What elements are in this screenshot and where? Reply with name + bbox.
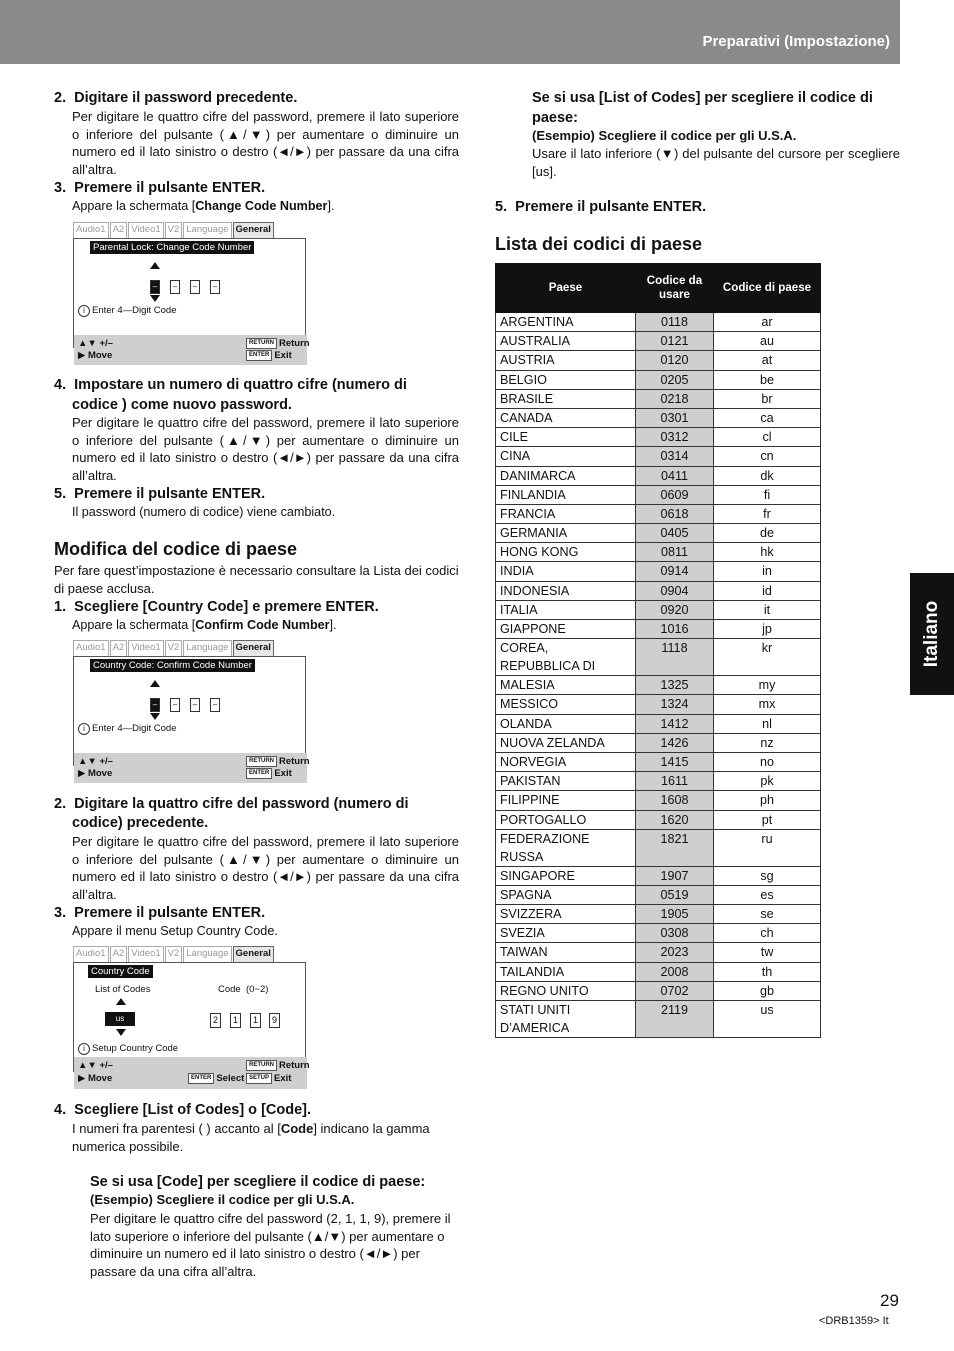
screen-info: i Setup Country Code [78, 1043, 178, 1055]
section-title-country: Modifica del codice di paese [54, 539, 298, 559]
country-intro: Per fare quest’impostazione è necessario consultare la Lista dei codici di paese acclusa. [54, 563, 459, 596]
screen-title: Country Code [88, 965, 153, 978]
country-code-cell: ph [714, 791, 821, 810]
table-row [496, 639, 821, 676]
up-arrow-icon [150, 680, 160, 687]
screen-info: i Enter 4—Digit Code [78, 723, 176, 735]
country-name-cell: AUSTRALIA [496, 332, 636, 351]
country-code-cell: pt [714, 810, 821, 829]
step-2-text: Per digitare le quattro cifre del password, premere il lato superiore o inferiore del pulsante (▲/▼) per aumentare o diminuire un numero ed il lato sinistro o destro (◄/►) per passare da una cifra all’altra. [72, 109, 459, 177]
code-to-use-cell: 0811 [636, 543, 714, 562]
header-code-to-use: Codice da usare [636, 264, 714, 313]
footer-adjust: ▲▼ +/– [78, 756, 113, 767]
country-code-cell: tw [714, 943, 821, 962]
code-to-use-cell: 1118 [636, 639, 714, 676]
country-code-cell: jp [714, 620, 821, 639]
code-label: Code (0~2) [218, 984, 269, 995]
country-name-cell: ARGENTINA [496, 313, 636, 332]
code-digit-1: 2 [210, 1013, 221, 1028]
footer-adjust: ▲▼ +/– [78, 1060, 113, 1071]
footer-move: ▶ Move [78, 1073, 113, 1084]
country-name-cell: STATI UNITI D’AMERICA [496, 1001, 636, 1038]
code-to-use-cell: 1412 [636, 714, 714, 733]
table-row [496, 600, 821, 619]
country-code-cell: be [714, 370, 821, 389]
country-name-cell: BRASILE [496, 389, 636, 408]
step-3-title: 3. Premere il pulsante ENTER. [54, 180, 266, 196]
country-code-cell: pk [714, 772, 821, 791]
code-to-use-cell: 1608 [636, 791, 714, 810]
country-name-cell: DANIMARCA [496, 466, 636, 485]
tab-language: Language [183, 222, 231, 238]
country-code-cell: es [714, 885, 821, 904]
tab-general: General [233, 222, 274, 238]
country-code-table [495, 263, 821, 1038]
code-to-use-cell: 0308 [636, 924, 714, 943]
country-step-3-text: Appare il menu Setup Country Code. [72, 924, 278, 938]
country-name-cell: NUOVA ZELANDA [496, 733, 636, 752]
country-step-1-text: Appare la schermata [Confirm Code Number]. [72, 618, 337, 632]
code-to-use-cell: 0618 [636, 504, 714, 523]
code-to-use-cell: 1905 [636, 905, 714, 924]
code-to-use-cell: 1426 [636, 733, 714, 752]
code-to-use-cell: 0904 [636, 581, 714, 600]
header-title: Preparativi (Impostazione) [702, 33, 890, 50]
step-5-text: Il password (numero di codice) viene cambiato. [72, 505, 336, 519]
country-code-cell: us [714, 1001, 821, 1038]
table-row [496, 524, 821, 543]
screen-tabs [73, 222, 275, 238]
country-code-cell: dk [714, 466, 821, 485]
country-name-cell: INDONESIA [496, 581, 636, 600]
screen-info: i Enter 4—Digit Code [78, 305, 176, 317]
table-row [496, 733, 821, 752]
table-row [496, 885, 821, 904]
tab-audio1: Audio1 [73, 946, 109, 962]
code-to-use-cell: 1620 [636, 810, 714, 829]
code-method-heading: Se si usa [Code] per scegliere il codice di paese: [90, 1174, 426, 1190]
code-method-text: Per digitare le quattro cifre del password (2, 1, 1, 9), premere il lato superiore o inferiore del pulsante (▲/▼) per aumentare o diminuire un numero ed il lato sinistro o destro (◄/►) per passare da una cifra all’altra. [90, 1211, 451, 1279]
table-row [496, 351, 821, 370]
code-to-use-cell: 0609 [636, 485, 714, 504]
digit-2: – [170, 698, 180, 712]
screen-title: Country Code: Confirm Code Number [90, 659, 255, 672]
header-country-code: Codice di paese [714, 264, 821, 313]
table-body [496, 313, 821, 1038]
list-method-example: (Esempio) Scegliere il codice per gli U.S.A. [532, 128, 797, 143]
country-name-cell: NORVEGIA [496, 752, 636, 771]
country-code-cell: de [714, 524, 821, 543]
footer-return: RETURN Return [246, 338, 310, 350]
code-to-use-cell: 1016 [636, 620, 714, 639]
tab-language: Language [183, 946, 231, 962]
table-row [496, 943, 821, 962]
country-code-cell: br [714, 389, 821, 408]
table-row [496, 772, 821, 791]
country-code-cell: at [714, 351, 821, 370]
country-name-cell: CILE [496, 428, 636, 447]
tab-language: Language [183, 640, 231, 656]
table-row [496, 313, 821, 332]
country-name-cell: TAILANDIA [496, 962, 636, 981]
country-name-cell: OLANDA [496, 714, 636, 733]
country-name-cell: PAKISTAN [496, 772, 636, 791]
tab-a2: A2 [110, 946, 128, 962]
step-3-text: Appare la schermata [Change Code Number]. [72, 199, 335, 213]
language-side-tab [910, 573, 954, 695]
header-country: Paese [496, 264, 636, 313]
table-row [496, 714, 821, 733]
country-name-cell: SPAGNA [496, 885, 636, 904]
code-to-use-cell: 0121 [636, 332, 714, 351]
tab-video1: Video1 [128, 946, 163, 962]
country-name-cell: MESSICO [496, 695, 636, 714]
digit-3: – [190, 698, 200, 712]
table-row [496, 581, 821, 600]
code-to-use-cell: 0218 [636, 389, 714, 408]
screen-footer [74, 1057, 310, 1089]
country-name-cell: COREA, REPUBBLICA DI [496, 639, 636, 676]
table-row [496, 389, 821, 408]
info-icon: i [78, 305, 90, 317]
country-name-cell: SVEZIA [496, 924, 636, 943]
tab-v2: V2 [165, 946, 183, 962]
country-code-cell: ca [714, 408, 821, 427]
table-row [496, 543, 821, 562]
country-list-value: us [105, 1012, 135, 1026]
code-digits [152, 691, 232, 717]
table-row [496, 829, 821, 866]
footer-exit: ENTER Exit [246, 768, 292, 780]
country-name-cell: CANADA [496, 408, 636, 427]
country-code-cell: id [714, 581, 821, 600]
tab-video1: Video1 [128, 222, 163, 238]
country-name-cell: GERMANIA [496, 524, 636, 543]
code-digit-3: 1 [250, 1013, 261, 1028]
country-code-cell: cn [714, 447, 821, 466]
country-name-cell: SVIZZERA [496, 905, 636, 924]
screen-tabs [73, 640, 275, 656]
code-to-use-cell: 0301 [636, 408, 714, 427]
country-code-screen [73, 946, 310, 1090]
country-name-cell: ITALIA [496, 600, 636, 619]
country-step-2-title-2: codice) precedente. [72, 815, 209, 831]
country-code-cell: nl [714, 714, 821, 733]
table-row [496, 620, 821, 639]
country-name-cell: BELGIO [496, 370, 636, 389]
side-tab-label: Italiano [921, 600, 942, 668]
table-row [496, 866, 821, 885]
footer-exit: SETUP Exit [246, 1073, 291, 1085]
country-code-cell: kr [714, 639, 821, 676]
code-to-use-cell: 0405 [636, 524, 714, 543]
down-arrow-icon [150, 295, 160, 302]
table-row [496, 676, 821, 695]
table-row [496, 905, 821, 924]
code-to-use-cell: 0920 [636, 600, 714, 619]
country-code-cell: au [714, 332, 821, 351]
country-code-cell: it [714, 600, 821, 619]
table-row [496, 1001, 821, 1038]
screen-title: Parental Lock: Change Code Number [90, 241, 254, 254]
table-header-row [496, 264, 821, 313]
footer-select: ENTER Select [188, 1073, 244, 1085]
tab-audio1: Audio1 [73, 222, 109, 238]
footer-move: ▶ Move [78, 768, 113, 779]
code-to-use-cell: 0314 [636, 447, 714, 466]
country-name-cell: TAIWAN [496, 943, 636, 962]
code-to-use-cell: 1415 [636, 752, 714, 771]
country-name-cell: GIAPPONE [496, 620, 636, 639]
code-to-use-cell: 2119 [636, 1001, 714, 1038]
country-step-2-title-1: 2. Digitare la quattro cifre del password (numero di [54, 796, 409, 812]
section-title-country-list: Lista dei codici di paese [495, 234, 703, 254]
code-to-use-cell: 0205 [636, 370, 714, 389]
step-5-title: 5. Premere il pulsante ENTER. [54, 486, 266, 502]
code-to-use-cell: 0411 [636, 466, 714, 485]
country-code-cell: ru [714, 829, 821, 866]
digit-4: – [210, 280, 220, 294]
table-row [496, 370, 821, 389]
country-code-cell: fi [714, 485, 821, 504]
tab-v2: V2 [165, 222, 183, 238]
table-row [496, 695, 821, 714]
country-code-cell: sg [714, 866, 821, 885]
code-to-use-cell: 0118 [636, 313, 714, 332]
country-code-cell: th [714, 962, 821, 981]
table-row [496, 981, 821, 1000]
digit-4: – [210, 698, 220, 712]
code-to-use-cell: 0312 [636, 428, 714, 447]
right-step-5-title: 5. Premere il pulsante ENTER. [495, 199, 707, 215]
list-of-codes-label: List of Codes [95, 984, 151, 995]
table-row [496, 504, 821, 523]
tab-video1: Video1 [128, 640, 163, 656]
footer-adjust: ▲▼ +/– [78, 338, 113, 349]
country-code-cell: fr [714, 504, 821, 523]
code-to-use-cell: 1821 [636, 829, 714, 866]
screen-body [73, 656, 310, 780]
screen-body [73, 238, 310, 362]
list-method-heading-2: paese: [532, 110, 578, 126]
tab-v2: V2 [165, 640, 183, 656]
country-code-cell: in [714, 562, 821, 581]
code-to-use-cell: 0914 [636, 562, 714, 581]
list-method-text: Usare il lato inferiore (▼) del pulsante del cursore per scegliere [us]. [532, 146, 900, 179]
tab-general: General [233, 946, 274, 962]
table-row [496, 924, 821, 943]
country-step-2-text: Per digitare le quattro cifre del password, premere il lato superiore o inferiore del pulsante (▲/▼) per aumentare o diminuire un numero ed il lato sinistro o destro (◄/►) per passare da una cifra all’altra. [72, 834, 459, 902]
country-name-cell: FINLANDIA [496, 485, 636, 504]
country-code-cell: mx [714, 695, 821, 714]
country-name-cell: HONG KONG [496, 543, 636, 562]
table-row [496, 447, 821, 466]
country-code-cell: no [714, 752, 821, 771]
tab-a2: A2 [110, 222, 128, 238]
country-code-cell: gb [714, 981, 821, 1000]
info-icon: i [78, 723, 90, 735]
page-header [0, 0, 900, 64]
country-code-cell: ch [714, 924, 821, 943]
screen-footer [74, 753, 310, 783]
country-code-cell: ar [714, 313, 821, 332]
down-arrow-icon [150, 713, 160, 720]
digit-3: – [190, 280, 200, 294]
code-digit-4: 9 [269, 1013, 280, 1028]
table-row [496, 562, 821, 581]
screen-footer [74, 335, 310, 365]
table-row [496, 791, 821, 810]
code-to-use-cell: 0519 [636, 885, 714, 904]
up-arrow-icon [150, 262, 160, 269]
change-code-screen [73, 222, 310, 366]
code-digit-2: 1 [230, 1013, 241, 1028]
confirm-code-screen [73, 640, 310, 784]
code-to-use-cell: 0120 [636, 351, 714, 370]
code-to-use-cell: 1324 [636, 695, 714, 714]
screen-tabs [73, 946, 275, 962]
code-to-use-cell: 0702 [636, 981, 714, 1000]
country-name-cell: FILIPPINE [496, 791, 636, 810]
country-step-1-title: 1. Scegliere [Country Code] e premere ENTER. [54, 599, 379, 615]
code-method-example: (Esempio) Scegliere il codice per gli U.S.A. [90, 1192, 355, 1207]
table-row [496, 962, 821, 981]
country-code-cell: se [714, 905, 821, 924]
country-name-cell: INDIA [496, 562, 636, 581]
digit-1: – [150, 280, 160, 294]
country-name-cell: REGNO UNITO [496, 981, 636, 1000]
step-4-title-1: 4. Impostare un numero di quattro cifre (numero di [54, 377, 407, 393]
country-code-cell: cl [714, 428, 821, 447]
country-name-cell: SINGAPORE [496, 866, 636, 885]
country-name-cell: PORTOGALLO [496, 810, 636, 829]
screen-body [73, 962, 310, 1085]
page-number: 29 [880, 1291, 899, 1310]
table-row [496, 332, 821, 351]
table-row [496, 485, 821, 504]
table-row [496, 428, 821, 447]
up-arrow-icon [116, 998, 126, 1005]
digit-2: – [170, 280, 180, 294]
info-icon: i [78, 1043, 90, 1055]
footer-return: RETURN Return [246, 756, 310, 768]
document-id: <DRB1359> It [819, 1315, 889, 1327]
footer-return: RETURN Return [246, 1060, 310, 1072]
country-code-cell: hk [714, 543, 821, 562]
list-method-heading-1: Se si usa [List of Codes] per scegliere il codice di [532, 90, 873, 106]
country-name-cell: MALESIA [496, 676, 636, 695]
footer-exit: ENTER Exit [246, 350, 292, 362]
table-row [496, 408, 821, 427]
code-to-use-cell: 1611 [636, 772, 714, 791]
country-step-4-text: I numeri fra parentesi ( ) accanto al [Code] indicano la gamma numerica possibile. [72, 1121, 430, 1154]
country-name-cell: FEDERAZIONE RUSSA [496, 829, 636, 866]
country-name-cell: FRANCIA [496, 504, 636, 523]
country-step-4-title: 4. Scegliere [List of Codes] o [Code]. [54, 1102, 312, 1118]
step-2-title: 2. Digitare il password precedente. [54, 90, 298, 106]
step-4-text: Per digitare le quattro cifre del password, premere il lato superiore o inferiore del pulsante (▲/▼) per aumentare o diminuire un numero ed il lato sinistro o destro (◄/►) per passare da una cifra all’altra. [72, 415, 459, 483]
tab-a2: A2 [110, 640, 128, 656]
table-row [496, 466, 821, 485]
country-code-cell: my [714, 676, 821, 695]
table-row [496, 810, 821, 829]
code-to-use-cell: 1325 [636, 676, 714, 695]
country-name-cell: CINA [496, 447, 636, 466]
code-to-use-cell: 2008 [636, 962, 714, 981]
code-to-use-cell: 2023 [636, 943, 714, 962]
digit-1: – [150, 698, 160, 712]
tab-general: General [233, 640, 274, 656]
down-arrow-icon [116, 1029, 126, 1036]
step-4-title-2: codice ) come nuovo password. [72, 397, 292, 413]
country-code-cell: nz [714, 733, 821, 752]
code-to-use-cell: 1907 [636, 866, 714, 885]
tab-audio1: Audio1 [73, 640, 109, 656]
country-name-cell: AUSTRIA [496, 351, 636, 370]
footer-move: ▶ Move [78, 350, 113, 361]
table-row [496, 752, 821, 771]
country-step-3-title: 3. Premere il pulsante ENTER. [54, 905, 266, 921]
code-digits [152, 273, 232, 299]
